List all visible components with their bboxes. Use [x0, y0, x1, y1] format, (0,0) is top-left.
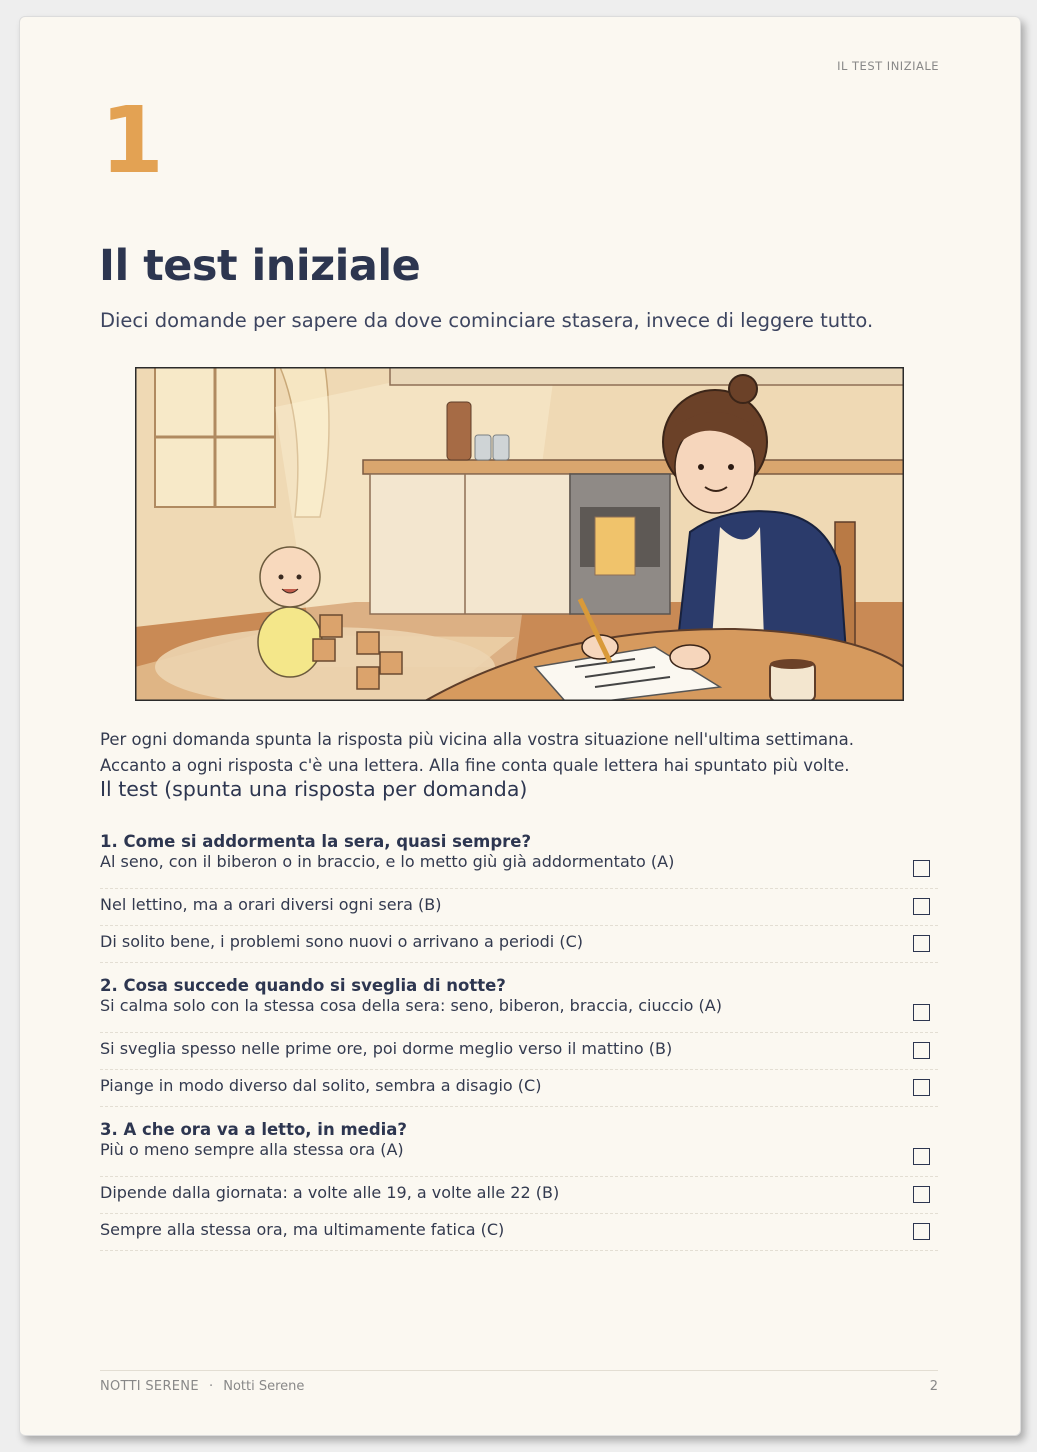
- answer-option-3a[interactable]: [100, 1140, 938, 1177]
- page-subtitle: Dieci domande per sapere da dove cominciare stasera, invece di leggere tutto.: [100, 309, 874, 332]
- page-title: Il test iniziale: [99, 241, 421, 291]
- answer-checkbox[interactable]: [913, 1079, 930, 1096]
- answer-option-1c[interactable]: [100, 926, 938, 963]
- intro-line: Per ogni domanda spunta la risposta più vicina alla vostra situazione nell'ultima settimana.: [100, 730, 854, 749]
- answer-checkbox[interactable]: [913, 1148, 930, 1165]
- answer-label: Piange in modo diverso dal solito, sembra a disagio (C): [100, 1076, 542, 1095]
- question-title: 3. A che ora va a letto, in media?: [100, 1120, 408, 1139]
- question-3: [100, 1120, 938, 1251]
- answer-checkbox[interactable]: [913, 898, 930, 915]
- intro-line: Accanto a ogni risposta c'è una lettera. Alla fine conta quale lettera hai spuntato più volte.: [100, 756, 850, 775]
- footer-brand: NOTTI SERENE: [100, 1379, 199, 1394]
- answer-option-3c[interactable]: [100, 1214, 938, 1251]
- running-head: IL TEST INIZIALE: [837, 59, 939, 73]
- answer-checkbox[interactable]: [913, 1042, 930, 1059]
- answer-option-1a[interactable]: [100, 852, 938, 889]
- answer-option-2a[interactable]: [100, 996, 938, 1033]
- test-heading: Il test (spunta una risposta per domanda): [100, 777, 528, 801]
- answer-checkbox[interactable]: [913, 1223, 930, 1240]
- question-title: 2. Cosa succede quando si sveglia di notte?: [100, 976, 506, 995]
- answer-label: Più o meno sempre alla stessa ora (A): [100, 1140, 404, 1159]
- answer-option-2c[interactable]: [100, 1070, 938, 1107]
- footer-book-title: Notti Serene: [223, 1379, 305, 1394]
- answer-label: Nel lettino, ma a orari diversi ogni sera (B): [100, 895, 442, 914]
- answer-label: Al seno, con il biberon o in braccio, e lo metto giù già addormentato (A): [100, 852, 675, 871]
- answer-option-3b[interactable]: [100, 1177, 938, 1214]
- answer-label: Si sveglia spesso nelle prime ore, poi dorme meglio verso il mattino (B): [100, 1039, 673, 1058]
- document-page: [19, 16, 1021, 1436]
- question-title: 1. Come si addormenta la sera, quasi sempre?: [100, 832, 532, 851]
- answer-label: Dipende dalla giornata: a volte alle 19, a volte alle 22 (B): [100, 1183, 560, 1202]
- answer-checkbox[interactable]: [913, 935, 930, 952]
- answer-checkbox[interactable]: [913, 1186, 930, 1203]
- page-number: 2: [929, 1379, 938, 1394]
- answer-label: Di solito bene, i problemi sono nuovi o arrivano a periodi (C): [100, 932, 583, 951]
- intro-paragraph: [100, 727, 950, 779]
- chapter-number: 1: [100, 87, 165, 194]
- footer-separator: ·: [208, 1379, 214, 1394]
- answer-option-1b[interactable]: [100, 889, 938, 926]
- answer-label: Si calma solo con la stessa cosa della sera: seno, biberon, braccia, ciuccio (A): [100, 996, 722, 1015]
- question-1: [100, 832, 938, 963]
- answer-option-2b[interactable]: [100, 1033, 938, 1070]
- page-footer: [100, 1370, 938, 1394]
- answer-checkbox[interactable]: [913, 860, 930, 877]
- answer-checkbox[interactable]: [913, 1004, 930, 1021]
- kitchen-parent-baby-illustration: [135, 367, 904, 701]
- question-2: [100, 976, 938, 1107]
- answer-label: Sempre alla stessa ora, ma ultimamente fatica (C): [100, 1220, 505, 1239]
